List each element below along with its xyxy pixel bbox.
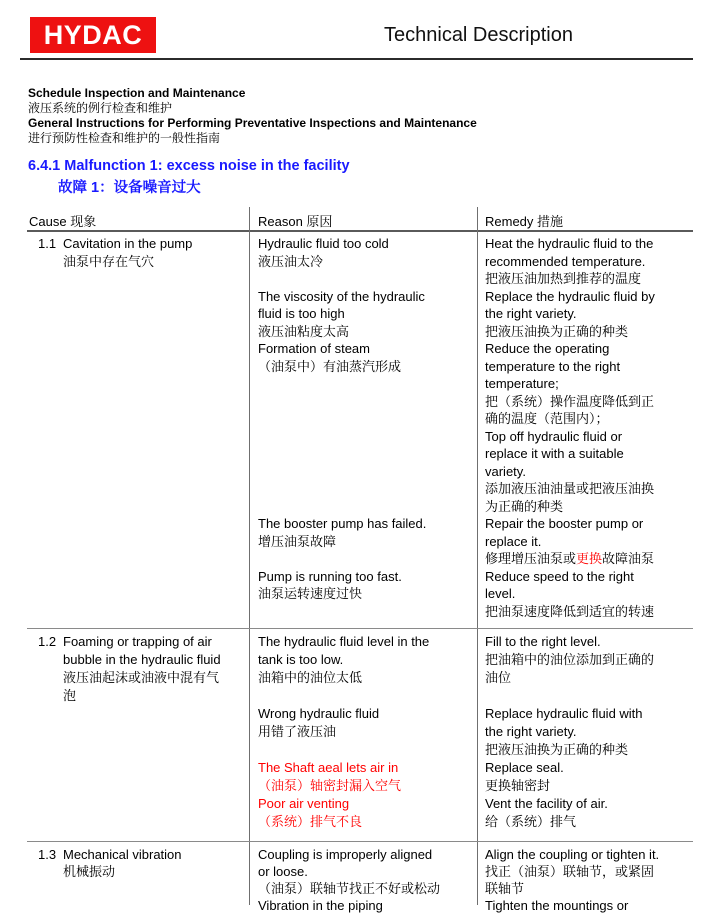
cell-line: fluid is too high — [258, 306, 345, 321]
cell-line: 油位 — [485, 670, 512, 685]
cell-line: 增压油泵故障 — [258, 533, 337, 549]
cell-line: The Shaft aeal lets air in — [258, 760, 399, 775]
reason-cell — [258, 235, 473, 603]
column-header-cause: Cause 现象 — [29, 214, 97, 229]
cell-line — [258, 741, 473, 759]
cell-line: （系统）排气不良 — [258, 814, 363, 829]
reason-cell — [258, 633, 473, 831]
cell-line: The hydraulic fluid level in the — [258, 634, 430, 649]
intro-line-zh: 进行预防性检查和维护的一般性指南 — [28, 131, 221, 145]
cell-line: Reduce the operating — [485, 341, 610, 356]
cell-line: （油泵）轴密封漏入空气 — [258, 778, 402, 793]
cell-line: 为正确的种类 — [485, 498, 564, 514]
cell-line: Reduce speed to the right — [485, 568, 634, 584]
cell-line: 给（系统）排气 — [485, 814, 577, 829]
cell-line — [258, 480, 473, 498]
cell-line — [258, 393, 473, 411]
cell-line: 油箱中的油位太低 — [258, 670, 363, 685]
document-title: Technical Description — [384, 24, 573, 46]
cell-line: Vent the facility of air. — [485, 796, 608, 811]
cell-line — [258, 410, 473, 428]
cell-line: Formation of steam — [258, 341, 370, 356]
cell-line: 把油泵速度降低到适宜的转速 — [485, 603, 655, 619]
cell-line: Top off hydraulic fluid or — [485, 428, 623, 444]
cell-line — [258, 375, 473, 393]
header-divider — [20, 58, 693, 60]
cell-line: 泡 — [63, 688, 77, 703]
intro-line-en: General Instructions for Performing Preventative Inspections and Maintenance — [28, 116, 477, 130]
column-header-reason: Reason 原因 — [258, 214, 333, 229]
cell-line: Vibration in the piping — [258, 898, 383, 913]
row-number: 1.3 — [38, 847, 57, 862]
cell-line: Heat the hydraulic fluid to the — [485, 236, 654, 251]
cell-line — [258, 687, 473, 705]
cell-line: Foaming or trapping of air — [63, 634, 212, 649]
cell-line: Pump is running too fast. — [258, 568, 402, 584]
cell-line — [258, 428, 473, 446]
cell-line: 修理增压油泵或更换故障油泵 — [485, 551, 655, 566]
remedy-cell — [485, 235, 691, 620]
cell-line: Align the coupling or tighten it. — [485, 847, 660, 862]
cell-line: 把液压油换为正确的种类 — [485, 323, 629, 339]
cell-line: Hydraulic fluid too cold — [258, 236, 389, 251]
cell-line: 找正（油泵）联轴节，或紧固 — [485, 864, 655, 879]
cell-line: The viscosity of the hydraulic — [258, 288, 425, 304]
cell-line: recommended temperature. — [485, 253, 646, 269]
cell-line: 把油箱中的油位添加到正确的 — [485, 652, 655, 667]
column-header-remedy: Remedy 措施 — [485, 214, 564, 229]
cause-cell — [63, 633, 245, 705]
cell-line: temperature; — [485, 376, 559, 391]
cell-line: 机械振动 — [63, 864, 116, 879]
intro-line-en: Schedule Inspection and Maintenance — [28, 86, 246, 100]
remedy-cell — [485, 846, 691, 914]
cell-line: （油泵中）有油蒸汽形成 — [258, 358, 402, 374]
cell-line: （油泵）联轴节找正不好或松动 — [258, 881, 441, 896]
cell-line: Wrong hydraulic fluid — [258, 706, 380, 721]
cell-line: 把液压油换为正确的种类 — [485, 742, 629, 757]
cell-line: temperature to the right — [485, 358, 621, 374]
cell-line: 确的温度（范围内）； — [485, 411, 609, 426]
cell-line: 油泵运转速度过快 — [258, 586, 363, 601]
cell-line — [258, 498, 473, 516]
cell-line: 联轴节 — [485, 881, 525, 896]
cell-line: 把（系统）操作温度降低到正 — [485, 393, 655, 409]
section-heading-zh: 故障 1：设备噪音过大 — [58, 180, 201, 196]
cell-line: Replace the hydraulic fluid by — [485, 288, 655, 304]
cell-line: The booster pump has failed. — [258, 516, 427, 531]
cell-line: 油泵中存在气穴 — [63, 253, 155, 269]
cell-line: tank is too low. — [258, 652, 344, 667]
row-divider — [27, 841, 693, 842]
cell-line: the right variety. — [485, 724, 577, 739]
cell-line: Replace hydraulic fluid with — [485, 706, 643, 721]
row-number: 1.2 — [38, 634, 57, 649]
intro-line-zh: 液压系统的例行检查和维护 — [28, 101, 173, 115]
cell-line: Replace seal. — [485, 760, 564, 775]
cell-line: Fill to the right level. — [485, 634, 601, 649]
reason-cell — [258, 846, 473, 914]
cell-line: 液压油太冷 — [258, 253, 324, 269]
cell-line: Tighten the mountings or — [485, 898, 629, 913]
cell-line: 液压油起沫或油液中混有气 — [63, 670, 220, 685]
cell-line: replace it. — [485, 533, 542, 549]
cell-line: bubble in the hydraulic fluid — [63, 652, 221, 667]
cell-line: 更换轴密封 — [485, 778, 551, 793]
cell-line — [258, 550, 473, 568]
row-divider — [27, 628, 693, 629]
remedy-cell — [485, 633, 691, 831]
cell-line: Poor air venting — [258, 796, 350, 811]
column-divider — [249, 207, 250, 905]
cell-line: the right variety. — [485, 306, 577, 321]
hydac-logo: HYDAC — [30, 17, 156, 53]
cell-line: variety. — [485, 463, 526, 479]
column-divider — [477, 207, 478, 905]
cell-line: level. — [485, 586, 516, 601]
intro-block — [28, 86, 477, 146]
cell-line: or loose. — [258, 864, 308, 879]
table-header-rule — [27, 230, 693, 232]
cell-line: Coupling is improperly aligned — [258, 847, 433, 862]
cause-cell — [63, 846, 245, 880]
cell-line: 用错了液压油 — [258, 724, 337, 739]
cell-line — [258, 445, 473, 463]
section-heading-en: 6.4.1 Malfunction 1: excess noise in the facility — [28, 158, 350, 174]
cell-line: Repair the booster pump or — [485, 516, 644, 531]
cell-line: Mechanical vibration — [63, 847, 182, 862]
cell-line — [485, 687, 691, 705]
cell-line: 添加液压油油量或把液压油换 — [485, 481, 655, 496]
cell-line: 把液压油加热到推荐的温度 — [485, 271, 642, 286]
cause-cell — [63, 235, 245, 270]
cell-line — [258, 463, 473, 481]
cell-line: replace it with a suitable — [485, 446, 624, 461]
cell-line: 液压油粘度太高 — [258, 323, 350, 339]
cell-line: Cavitation in the pump — [63, 236, 193, 251]
row-number: 1.1 — [38, 236, 57, 251]
cell-line — [258, 270, 473, 288]
